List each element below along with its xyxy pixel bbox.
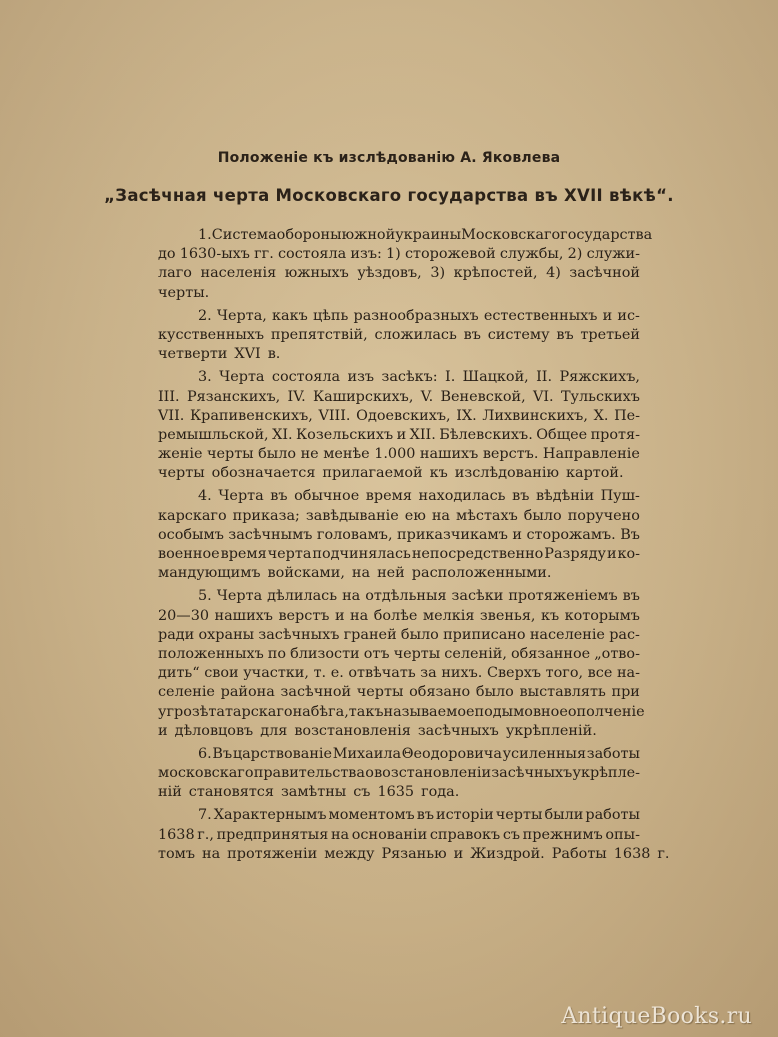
text-line: 3. Черта состояла изъ засѣкъ: I. Шацкой, II. Ряжскихъ, bbox=[198, 369, 640, 386]
text-line: VII. Крапивенскихъ, VIII. Одоевскихъ, IX. Лихвинскихъ, X. Пе- bbox=[158, 407, 640, 424]
text-line: мандующимъ войсками, на ней расположенными. bbox=[158, 565, 552, 582]
text-line: московскаго правительства о возстановленiи засѣчныхъ укрѣпле- bbox=[158, 765, 640, 782]
watermark: AntiqueBooks.ru bbox=[561, 1004, 752, 1029]
text-line: томъ на протяженiи между Рязанью и Жиздрой. Работы 1638 г. bbox=[158, 845, 670, 862]
text-line: селенiе района засѣчной черты обязано было выставлять при bbox=[158, 684, 640, 701]
text-line: угрозѣ татарскаго набѣга, такъ называемое подымовное ополченiе bbox=[158, 703, 645, 720]
text-line: 2. Черта, какъ цѣпь разнообразныхъ естественныхъ и ис- bbox=[198, 307, 640, 324]
paragraph bbox=[158, 226, 653, 303]
text-line: до 1630-ыхъ гг. состояла изъ: 1) сторожевой службы, 2) служи- bbox=[158, 246, 640, 263]
paragraph bbox=[158, 368, 640, 483]
paragraph bbox=[158, 487, 640, 583]
paragraph bbox=[158, 745, 640, 803]
text-line: ремышльской, XI. Козельскихъ и XII. Бѣлевскихъ. Общее протя- bbox=[158, 426, 640, 443]
text-line: 20—30 нашихъ верстъ и на болѣе мелкiя звенья, къ которымъ bbox=[158, 607, 640, 624]
paragraph bbox=[158, 307, 640, 365]
text-line: 1638 г., предпринятыя на основанiи справокъ съ прежнимъ опы- bbox=[158, 826, 640, 843]
text-line: 5. Черта дѣлилась на отдѣльныя засѣки протяженiемъ въ bbox=[198, 588, 640, 605]
text-line: особымъ засѣчнымъ головамъ, приказчикамъ и сторожамъ. Въ bbox=[158, 526, 640, 543]
text-line: ради охраны засѣчныхъ граней было приписано населенiе рас- bbox=[158, 626, 640, 643]
document-title: „Засѣчная черта Московскаго государства въ XVII вѣкѣ“. bbox=[104, 186, 674, 205]
paragraph bbox=[158, 806, 670, 864]
text-line: четверти XVI в. bbox=[158, 346, 281, 363]
text-line: III. Рязанскихъ, IV. Каширскихъ, V. Веневской, VI. Тульскихъ bbox=[158, 388, 640, 405]
text-line: военное время черта подчинялась непосредственно Разряду и ко- bbox=[158, 546, 640, 562]
text-line: черты. bbox=[158, 284, 210, 301]
text-line: и дѣловцовъ для возстановленiя засѣчныхъ укрѣпленiй. bbox=[158, 722, 597, 739]
text-line: 6. Въ царствованiе Михаила Θеодоровича усиленныя заботы bbox=[198, 745, 640, 762]
text-line: черты обозначается прилагаемой къ изслѣдованiю картой. bbox=[158, 465, 624, 482]
document-body bbox=[158, 226, 670, 868]
paragraph bbox=[158, 587, 645, 741]
document-subtitle: Положенiе къ изслѣдованiю А. Яковлева bbox=[217, 150, 561, 166]
text-line: женiе черты было не менѣе 1.000 нашихъ верстъ. Направленiе bbox=[158, 446, 640, 463]
text-line: лаго населенiя южныхъ уѣздовъ, 3) крѣпостей, 4) засѣчной bbox=[158, 265, 640, 282]
text-line: положенныхъ по близости отъ черты селенiй, обязанное „отво- bbox=[158, 645, 640, 662]
text-line: кусственныхъ препятствiй, сложилась въ систему въ третьей bbox=[158, 326, 640, 343]
text-line: нiй становятся замѣтны съ 1635 года. bbox=[158, 784, 460, 801]
text-line: карскаго приказа; завѣдыванiе ею на мѣстахъ было поручено bbox=[158, 507, 640, 524]
text-line: 7. Характернымъ моментомъ въ исторiи черты были работы bbox=[198, 807, 640, 824]
text-line: 4. Черта въ обычное время находилась въ вѣдѣнiи Пуш- bbox=[198, 488, 640, 505]
text-line: 1. Система обороны южной украины Московскаго государства bbox=[198, 227, 653, 243]
text-line: дить“ свои участки, т. е. отвѣчать за нихъ. Сверхъ того, все на- bbox=[158, 665, 640, 682]
